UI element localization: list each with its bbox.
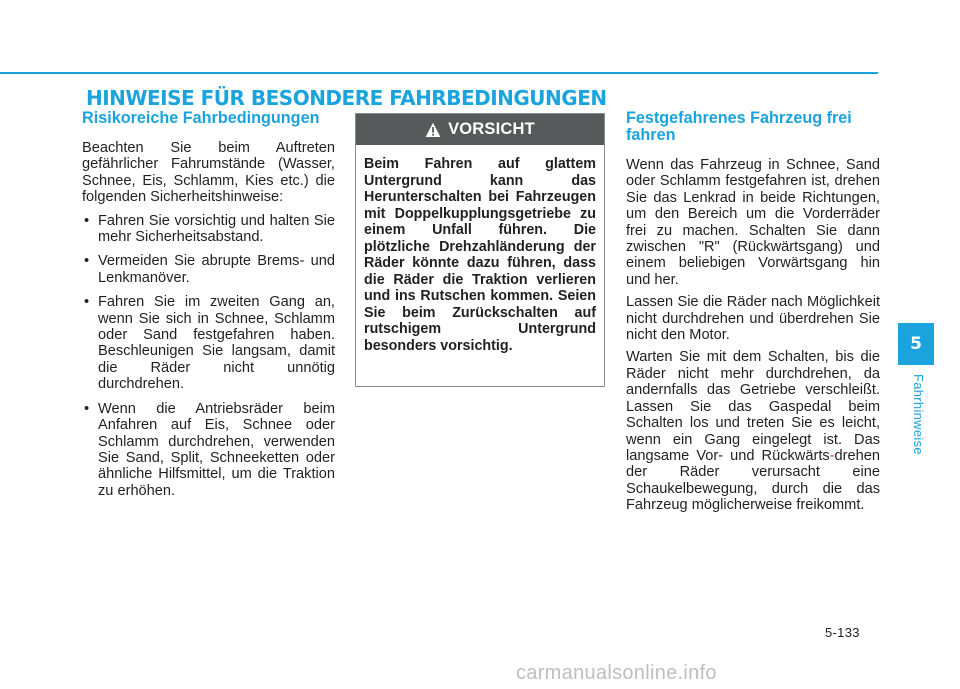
caution-title: VORSICHT bbox=[448, 120, 535, 138]
hyphen-mark: - bbox=[829, 447, 835, 464]
warning-triangle-icon bbox=[425, 122, 441, 138]
chapter-label: Fahrhinweise bbox=[911, 374, 926, 455]
left-heading: Risikoreiche Fahrbedingungen bbox=[82, 109, 320, 127]
left-bullet-list bbox=[82, 213, 335, 500]
list-item: • Wenn die Antriebsräder beim Anfahren auf Eis, Schnee oder Schlamm durchdrehen, verwenden Sie Sand, Split, Schneeketten oder ähnliche Hilfsmittel, um die Traktion zu erhöhen. bbox=[84, 400, 335, 499]
bullet-icon: • bbox=[84, 294, 90, 311]
right-column bbox=[626, 110, 880, 520]
caution-text: Beim Fahren auf glattem Untergrund kann das Herunterschalten bei Fahrzeugen mit Doppelkupplungsgetriebe zu einem Unfall führen. Die plötzliche Drehzahländerung der Räder könnte dazu führen, dass die Räder die Traktion verlieren und ins Rutschen kommen. Seien Sie beim Zurückschalten auf rutschigem Untergrund besonders vorsichtig. bbox=[364, 156, 596, 354]
bullet-icon: • bbox=[84, 400, 90, 417]
top-rule bbox=[0, 72, 878, 74]
caution-header bbox=[356, 114, 604, 145]
watermark: carmanualsonline.info bbox=[516, 662, 717, 684]
list-item: • Fahren Sie im zweiten Gang an, wenn Sie sich in Schnee, Schlamm oder Sand festgefahren haben. Beschleunigen Sie langsam, damit die Räder nicht unnötig durchdrehen. bbox=[84, 294, 335, 393]
right-paragraph-1: Wenn das Fahrzeug in Schnee, Sand oder Schlamm festgefahren ist, drehen Sie das Lenkrad in beide Richtungen, um den Bereich um die Vorderräder frei zu machen. Schalten Sie dann zwischen "R" (Rückwärtsgang) und einem beliebigen Vorwärtsgang hin und her. bbox=[626, 157, 880, 288]
bullet-icon: • bbox=[84, 253, 90, 270]
chapter-tab: 5 bbox=[898, 323, 934, 365]
left-column bbox=[82, 110, 335, 507]
right-paragraph-3: Warten Sie mit dem Schalten, bis die Räder nicht mehr durchdrehen, da andernfalls das Getriebe verschleißt. Lassen Sie das Gaspedal beim Schalten los und treten Sie es leicht, wenn ein Gang eingelegt ist. Das langsame Vor- und Rückwärts-drehen der Räder verursacht eine Schaukelbewegung, durch die das Fahrzeug möglicherweise freikommt. bbox=[626, 349, 880, 514]
page-number: 5-133 bbox=[825, 625, 860, 640]
section-title: HINWEISE FÜR BESONDERE FAHRBEDINGUNGEN bbox=[86, 86, 607, 110]
bullet-icon: • bbox=[84, 212, 90, 229]
list-item: • Fahren Sie vorsichtig und halten Sie mehr Sicherheitsabstand. bbox=[84, 212, 335, 246]
caution-box bbox=[355, 113, 605, 387]
list-item: • Vermeiden Sie abrupte Brems- und Lenkmanöver. bbox=[84, 253, 335, 286]
right-paragraph-2: Lassen Sie die Räder nach Möglichkeit nicht durchdrehen und überdrehen Sie nicht den Motor. bbox=[626, 294, 880, 344]
left-intro: Beachten Sie beim Auftreten gefährlicher Fahrumstände (Wasser, Schnee, Eis, Schlamm, Kies etc.) die folgenden Sicherheitshinweise: bbox=[82, 140, 335, 206]
right-heading: Festgefahrenes Fahrzeug frei fahren bbox=[626, 109, 852, 144]
